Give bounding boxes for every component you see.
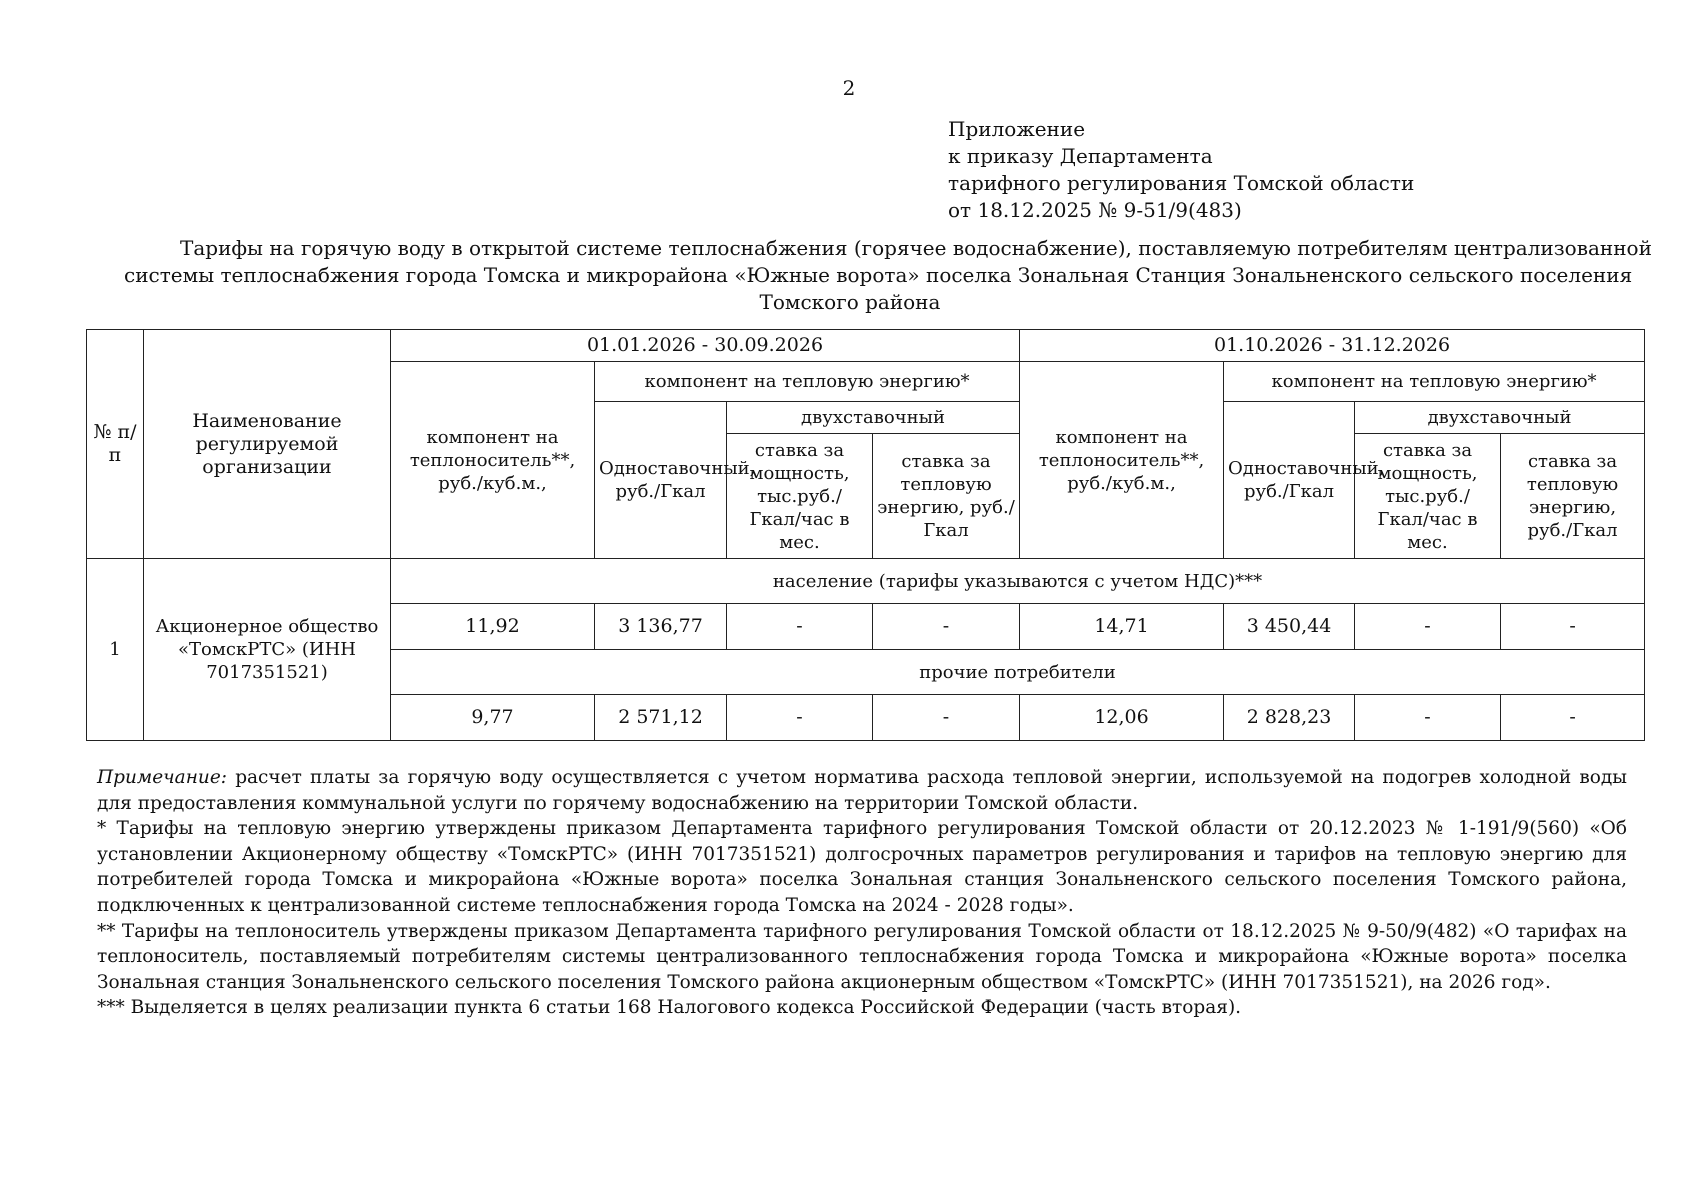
- title-line: Тарифы на горячую воду в открытой системе теплоснабжения (горячее водоснабжение), поставляемую потребителям централизованной: [180, 236, 1652, 260]
- header-single-rate: Одноставочный, руб./Гкал: [1224, 402, 1355, 559]
- appendix-line: к приказу Департамента: [948, 144, 1213, 168]
- appendix-line: от 18.12.2025 № 9-51/9(483): [948, 198, 1242, 222]
- appendix-line: Приложение: [948, 117, 1086, 141]
- header-carrier-component: компонент на теплоноситель**, руб./куб.м.,: [1020, 362, 1224, 559]
- header-single-rate: Одноставочный, руб./Гкал: [595, 402, 727, 559]
- table-cell: 2 571,12: [595, 695, 727, 741]
- table-cell: 12,06: [1020, 695, 1224, 741]
- table-cell: -: [1501, 695, 1645, 741]
- footnote-1: * Тарифы на тепловую энергию утверждены приказом Департамента тарифного регулирования Томской области от 20.12.2023 № 1-191/9(560) «Об установлении Акционерному обществу «ТомскРТС» (ИНН 7017351521) долгосрочных параметров регулирования и тарифов на тепловую энергию для потребителей города Томска и микрорайона «Южные ворота» поселка Зональная станция Зональненского сельского поселения Томского района, подключенных к централизованной системе теплоснабжения города Томска на 2024 - 2028 годы».: [97, 818, 1627, 916]
- group-label: население (тарифы указываются с учетом НДС)***: [391, 559, 1645, 604]
- page-number: 2: [842, 76, 856, 100]
- table-cell: -: [727, 604, 873, 650]
- header-energy-component: компонент на тепловую энергию*: [595, 362, 1020, 402]
- title-line: Томского района: [759, 290, 941, 314]
- table-cell: -: [873, 695, 1020, 741]
- header-num: № п/п: [87, 330, 144, 559]
- table-cell: 11,92: [391, 604, 595, 650]
- title-line: системы теплоснабжения города Томска и микрорайона «Южные ворота» поселка Зональная Станция Зональненского сельского поселения: [124, 263, 1633, 287]
- header-energy-component: компонент на тепловую энергию*: [1224, 362, 1645, 402]
- note-paragraph: [97, 765, 1627, 816]
- header-period-2: 01.10.2026 - 31.12.2026: [1020, 330, 1645, 362]
- tariff-table: [86, 329, 1645, 741]
- header-period-1: 01.01.2026 - 30.09.2026: [391, 330, 1020, 362]
- header-carrier-component: компонент на теплоноситель**, руб./куб.м.,: [391, 362, 595, 559]
- table-cell: 3 450,44: [1224, 604, 1355, 650]
- table-cell: 9,77: [391, 695, 595, 741]
- note-text: расчет платы за горячую воду осуществляется с учетом норматива расхода тепловой энергии, используемой на подогрев холодной воды для предоставления коммунальной услуги по горячему водоснабжению на территории Томской области.: [97, 767, 1627, 814]
- header-organization: Наименование регулируемой организации: [144, 330, 391, 559]
- footnote-2: ** Тарифы на теплоноситель утверждены приказом Департамента тарифного регулирования Томской области от 18.12.2025 № 9-50/9(482) «О тарифах на теплоноситель, поставляемый потребителям системы централизованного теплоснабжения города Томска и микрорайона «Южные ворота» поселка Зональная станция Зональненского сельского поселения Томского района акционерным обществом «ТомскРТС» (ИНН 7017351521), на 2026 год».: [97, 920, 1627, 993]
- table-cell: 3 136,77: [595, 604, 727, 650]
- notes-section: [97, 765, 1627, 1021]
- document-title: [110, 235, 1652, 316]
- row-number: 1: [87, 559, 144, 741]
- header-capacity-rate: ставка за мощность, тыс.руб./ Гкал/час в мес.: [727, 434, 873, 559]
- table-cell: -: [1501, 604, 1645, 650]
- table-cell: -: [873, 604, 1020, 650]
- header-two-part: двухставочный: [727, 402, 1020, 434]
- table-cell: 14,71: [1020, 604, 1224, 650]
- group-row-population: [87, 559, 1645, 604]
- table-cell: 2 828,23: [1224, 695, 1355, 741]
- organization-name: Акционерное общество «ТомскРТС» (ИНН 7017351521): [144, 559, 391, 741]
- header-capacity-rate: ставка за мощность, тыс.руб./ Гкал/час в мес.: [1355, 434, 1501, 559]
- appendix-line: тарифного регулирования Томской области: [948, 171, 1415, 195]
- header-energy-rate: ставка за тепловую энергию, руб./Гкал: [873, 434, 1020, 559]
- header-two-part: двухставочный: [1355, 402, 1645, 434]
- group-label: прочие потребители: [391, 650, 1645, 695]
- note-label: Примечание:: [97, 767, 227, 788]
- appendix-block: [948, 116, 1414, 224]
- footnote-3: *** Выделяется в целях реализации пункта 6 статьи 168 Налогового кодекса Российской Федерации (часть вторая).: [97, 997, 1242, 1019]
- table-cell: -: [1355, 695, 1501, 741]
- header-energy-rate: ставка за тепловую энергию, руб./Гкал: [1501, 434, 1645, 559]
- table-cell: -: [727, 695, 873, 741]
- header-row-periods: [87, 330, 1645, 362]
- table-cell: -: [1355, 604, 1501, 650]
